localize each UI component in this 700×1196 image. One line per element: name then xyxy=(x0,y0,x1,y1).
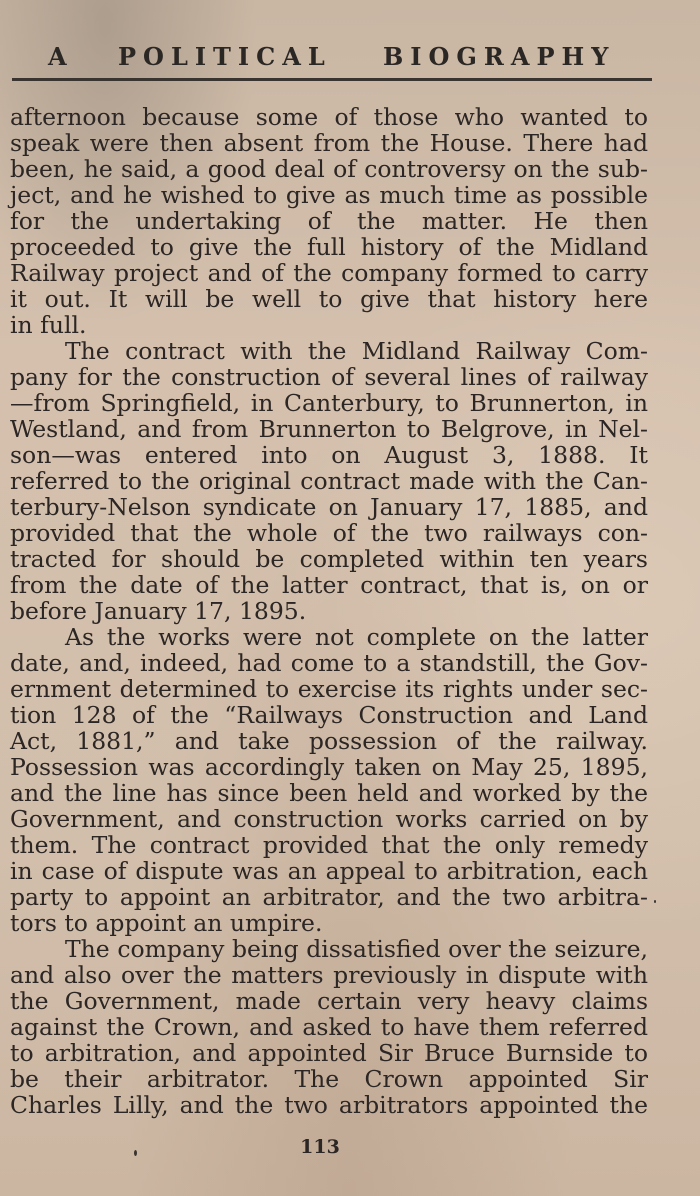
text-line: proceeded to give the full history of the Midland xyxy=(10,233,648,261)
text-line: in full. xyxy=(10,311,87,339)
text-line: the Government, made certain very heavy claims xyxy=(10,987,648,1015)
text-line: —from Springfield, in Canterbury, to Brunnerton, in xyxy=(10,389,648,417)
text-line: Westland, and from Brunnerton to Belgrove, in Nel- xyxy=(10,415,648,443)
text-line: afternoon because some of those who wanted to xyxy=(10,103,648,131)
text-line: and also over the matters previously in dispute with xyxy=(10,961,648,989)
text-line: Government, and construction works carried on by xyxy=(10,805,648,833)
text-line: date, and, indeed, had come to a standstill, the Gov- xyxy=(10,649,648,677)
text-line: them. The contract provided that the only remedy xyxy=(10,831,648,859)
header-word-a: A xyxy=(48,42,74,71)
text-line: party to appoint an arbitrator, and the two arbitra- xyxy=(10,883,648,911)
text-line: for the undertaking of the matter. He then xyxy=(10,207,648,235)
text-line: and the line has since been held and worked by the xyxy=(10,779,648,807)
text-line: provided that the whole of the two railways con- xyxy=(10,519,648,547)
text-line: tracted for should be completed within ten years xyxy=(10,545,648,573)
paragraph-start-line: The company being dissatisfied over the seizure, xyxy=(65,935,648,963)
text-line: tion 128 of the “Railways Construction and Land xyxy=(10,701,648,729)
ink-speck xyxy=(654,900,656,903)
text-line: before January 17, 1895. xyxy=(10,597,307,625)
text-line: tors to appoint an umpire. xyxy=(10,909,323,937)
text-line: referred to the original contract made with the Can- xyxy=(10,467,648,495)
text-line: against the Crown, and asked to have them referred xyxy=(10,1013,648,1041)
page-number: 113 xyxy=(300,1136,340,1158)
text-line: son—was entered into on August 3, 1888. It xyxy=(10,441,648,469)
body-text xyxy=(10,104,648,1118)
text-line: Act, 1881,” and take possession of the railway. xyxy=(10,727,648,755)
text-line: Possession was accordingly taken on May 25, 1895, xyxy=(10,753,648,781)
text-line: ernment determined to exercise its rights under sec- xyxy=(10,675,648,703)
text-line: be their arbitrator. The Crown appointed Sir xyxy=(10,1065,648,1093)
text-line: it out. It will be well to give that history here xyxy=(10,285,648,313)
text-line: pany for the construction of several lines of railway xyxy=(10,363,648,391)
header-word-political: POLITICAL xyxy=(118,42,332,71)
text-line: Railway project and of the company formed to carry xyxy=(10,259,648,287)
ink-speck xyxy=(134,1150,137,1156)
running-header xyxy=(0,42,700,82)
text-line: in case of dispute was an appeal to arbitration, each xyxy=(10,857,648,885)
text-line: from the date of the latter contract, that is, on or xyxy=(10,571,648,599)
text-line: speak were then absent from the House. There had xyxy=(10,129,648,157)
text-line: terbury-Nelson syndicate on January 17, 1885, and xyxy=(10,493,648,521)
text-line: Charles Lilly, and the two arbitrators appointed the xyxy=(10,1091,648,1119)
header-word-biography: BIOGRAPHY xyxy=(383,42,616,71)
paragraph-start-line: As the works were not complete on the latter xyxy=(65,623,648,651)
text-line: to arbitration, and appointed Sir Bruce Burnside to xyxy=(10,1039,648,1067)
header-rule xyxy=(12,78,652,81)
text-line: ject, and he wished to give as much time as possible xyxy=(10,181,648,209)
paragraph-start-line: The contract with the Midland Railway Com- xyxy=(65,337,648,365)
text-line: been, he said, a good deal of controversy on the sub- xyxy=(10,155,648,183)
